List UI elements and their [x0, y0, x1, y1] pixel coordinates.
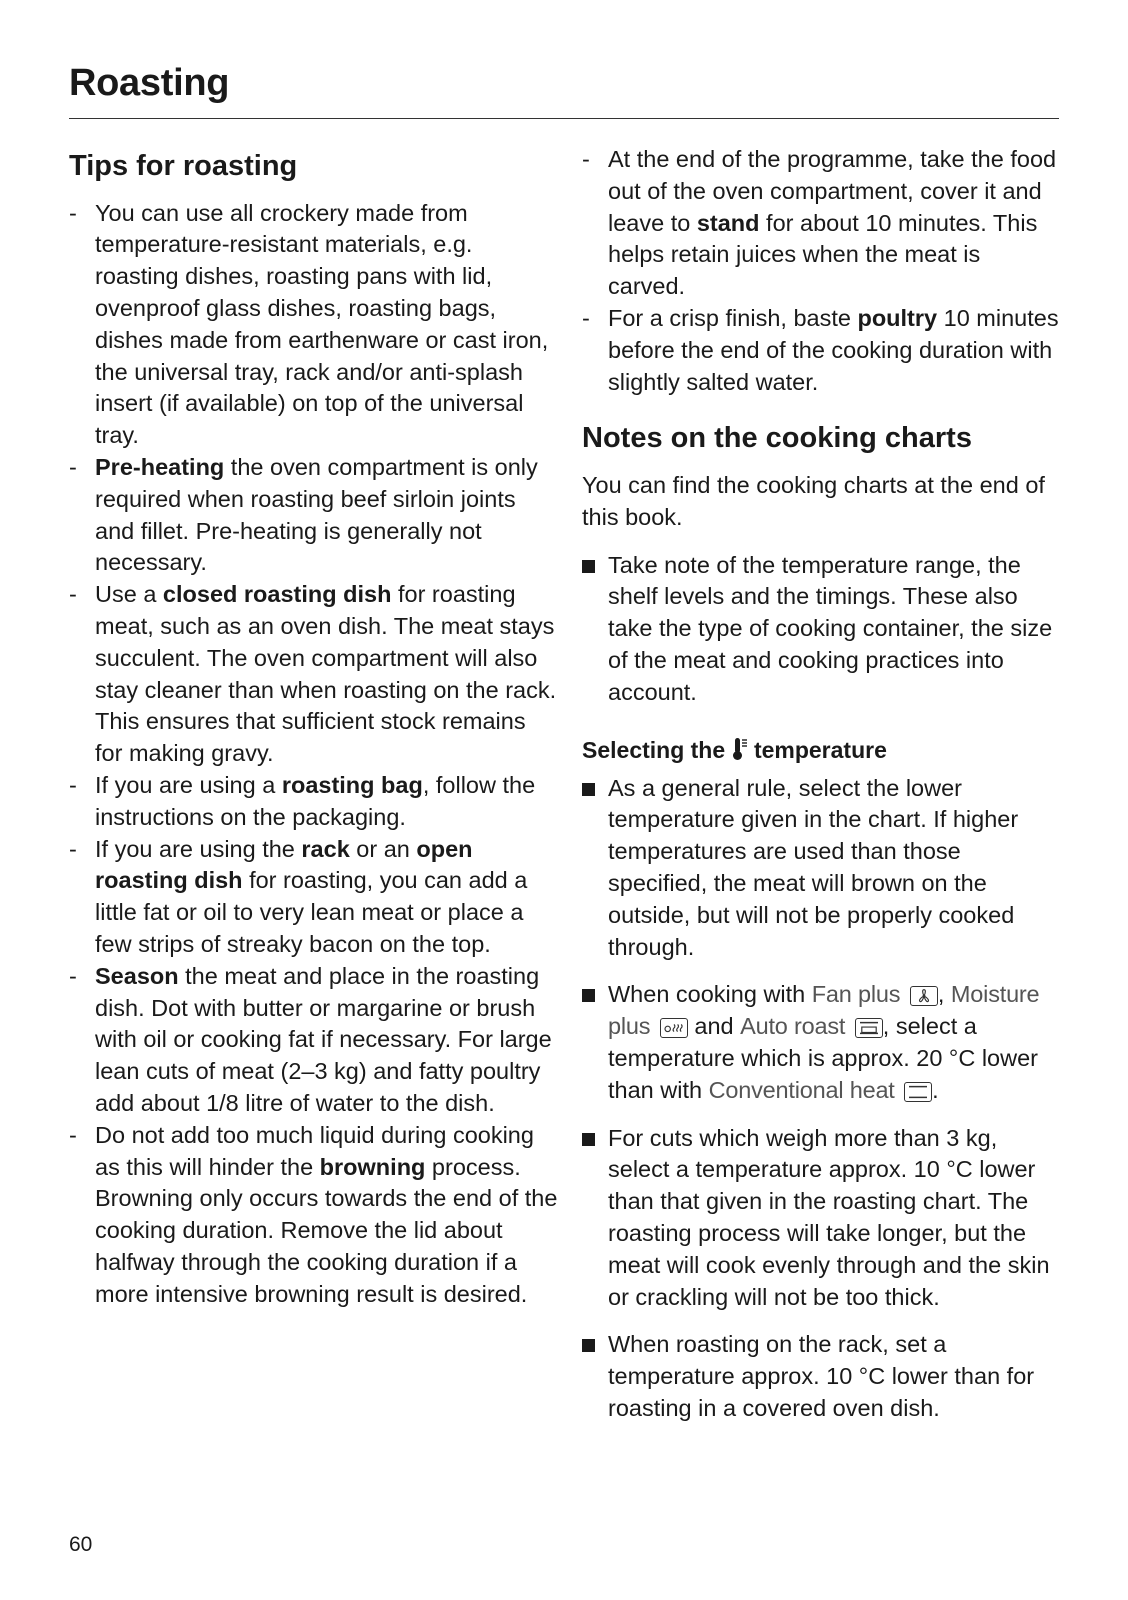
list-item: - For a crisp finish, baste poultry 10 minutes before the end of the cooking duration with slightly salted water. — [582, 303, 1062, 398]
tips-list-continued — [582, 144, 1062, 398]
list-item: For cuts which weigh more than 3 kg, select a temperature approx. 10 °C lower than that given in the roasting chart. The roasting process will take longer, but the meat will cook evenly through and the skin or crackling will not be too thick. — [582, 1123, 1062, 1314]
fan-plus-icon — [910, 986, 938, 1006]
tips-list — [69, 198, 559, 1311]
notes-heading: Notes on the cooking charts — [582, 422, 972, 455]
page-title: Roasting — [69, 62, 230, 104]
page-number: 60 — [69, 1533, 93, 1556]
notes-list — [582, 550, 1062, 709]
list-item: - Season the meat and place in the roasting dish. Dot with butter or margarine or brush with oil or cooking fat if necessary. For large lean cuts of meat (2–3 kg) and fatty poultry add about 1/8 litre of water to the dish. — [69, 961, 559, 1120]
auto-roast-icon — [855, 1018, 883, 1038]
temperature-subheading: Selecting the temperature — [582, 736, 887, 763]
list-item: - Use a closed roasting dish for roasting meat, such as an oven dish. The meat stays succulent. The oven compartment will also stay cleaner than when roasting on the rack. This ensures that sufficient stock remains for making gravy. — [69, 579, 559, 770]
thermometer-icon — [732, 737, 748, 761]
temperature-list — [582, 773, 1062, 1425]
notes-intro: You can find the cooking charts at the end of this book. — [582, 472, 1045, 530]
list-item: - Do not add too much liquid during cooking as this will hinder the browning process. Browning only occurs towards the end of the cooking duration. Remove the lid about halfway through the cooking duration if a more intensive browning result is desired. — [69, 1120, 559, 1311]
right-column — [582, 144, 1062, 1441]
left-column — [69, 140, 559, 1311]
list-item: - If you are using the rack or an open roasting dish for roasting, you can add a little fat or oil to very lean meat or place a few strips of streaky bacon on the top. — [69, 834, 559, 961]
list-item: - At the end of the programme, take the food out of the oven compartment, cover it and leave to stand for about 10 minutes. This helps retain juices when the meat is carved. — [582, 144, 1062, 303]
list-item: - Pre-heating the oven compartment is only required when roasting beef sirloin joints and fillet. Pre-heating is generally not necessary. — [69, 452, 559, 579]
conventional-heat-icon — [904, 1082, 932, 1102]
list-item: As a general rule, select the lower temperature given in the chart. If higher temperatures are used than those specified, the meat will brown on the outside, but will not be properly cooked through. — [582, 773, 1062, 964]
list-item: When cooking with Fan plus , Moisture plus and Auto roast , select a temperature which is approx. 20 °C lower than with Conventional heat . — [582, 979, 1062, 1106]
moisture-plus-icon — [660, 1018, 688, 1038]
list-item: - You can use all crockery made from temperature-resistant materials, e.g. roasting dishes, roasting pans with lid, ovenproof glass dishes, roasting bags, dishes made from earthenware or cast iron, the universal tray, rack and/or anti-splash insert (if available) on top of the universal tray. — [69, 198, 559, 452]
list-item: - If you are using a roasting bag, follow the instructions on the packaging. — [69, 770, 559, 834]
list-item: Take note of the temperature range, the shelf levels and the timings. These also take the type of cooking container, the size of the meat and cooking practices into account. — [582, 550, 1062, 709]
title-divider — [69, 118, 1059, 119]
tips-heading: Tips for roasting — [69, 150, 298, 182]
list-item: When roasting on the rack, set a temperature approx. 10 °C lower than for roasting in a covered oven dish. — [582, 1329, 1062, 1424]
